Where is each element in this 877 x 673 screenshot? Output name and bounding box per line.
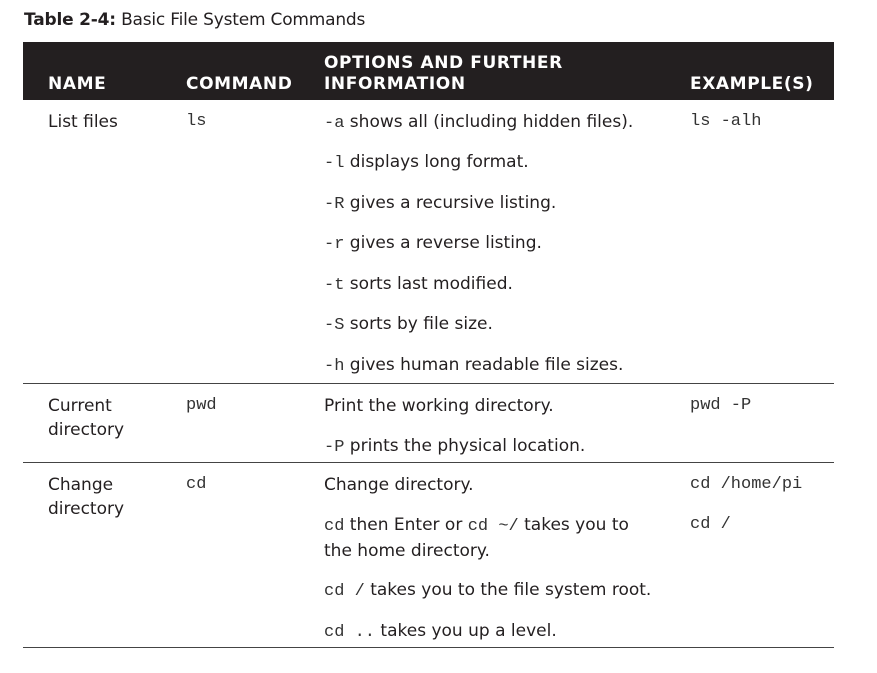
option-line: -r gives a reverse listing.	[324, 233, 542, 254]
header-name: NAME	[48, 74, 107, 94]
row-command: cd	[186, 475, 207, 494]
option-line: -t sorts last modified.	[324, 274, 513, 295]
row-command: ls	[186, 112, 207, 131]
row-name: Change directory	[48, 475, 125, 519]
option-line: -P prints the physical location.	[324, 436, 586, 457]
header-options-line2: INFORMATION	[324, 74, 466, 94]
example: pwd -P	[690, 396, 752, 415]
option-line: Print the working directory.	[324, 396, 554, 416]
option-line: -h gives human readable file sizes.	[324, 355, 624, 376]
option-line: -l displays long format.	[324, 152, 529, 173]
option-line: Change directory.	[324, 475, 474, 495]
table-row-current-directory	[23, 384, 834, 463]
option-line: cd then Enter or cd ~/ takes you to the home directory.	[324, 515, 629, 561]
example: cd /	[690, 515, 731, 534]
option-line: cd / takes you to the file system root.	[324, 580, 652, 601]
option-line: -S sorts by file size.	[324, 314, 493, 335]
caption-title: Basic File System Commands	[121, 10, 366, 30]
table-row-change-directory	[23, 463, 834, 648]
example: ls -alh	[690, 112, 762, 131]
row-name: Current directory	[48, 396, 125, 440]
option-line: -R gives a recursive listing.	[324, 193, 557, 214]
header-options	[324, 53, 563, 95]
header-command: COMMAND	[186, 74, 293, 94]
option-line: cd .. takes you up a level.	[324, 621, 557, 642]
table-row-list-files	[23, 100, 834, 384]
table-header	[23, 42, 834, 100]
header-examples: EXAMPLE(S)	[690, 74, 814, 94]
row-name: List files	[48, 112, 118, 132]
row-command: pwd	[186, 396, 217, 415]
option-line: -a shows all (including hidden files).	[324, 112, 634, 133]
table-caption	[24, 10, 365, 30]
header-options-line1: OPTIONS AND FURTHER	[324, 53, 563, 73]
caption-label: Table 2-4:	[24, 10, 116, 30]
commands-table	[23, 42, 834, 648]
example: cd /home/pi	[690, 475, 803, 494]
